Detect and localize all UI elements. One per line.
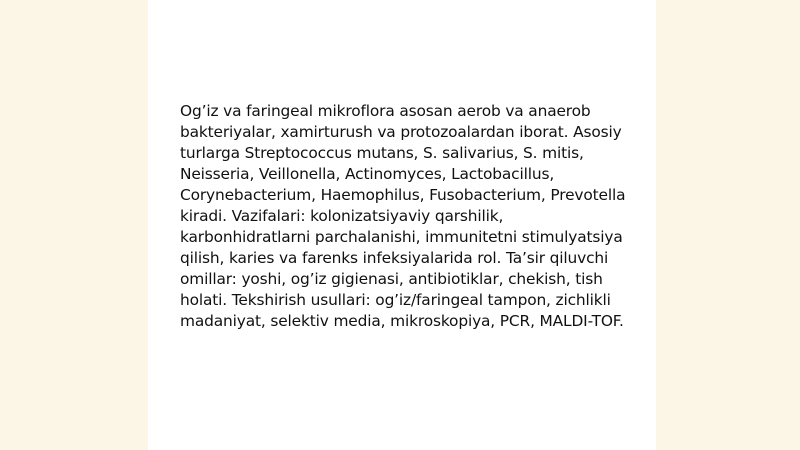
body-paragraph: Og’iz va faringeal mikroflora asosan aerob va anaerob bakteriyalar, xamirturush va protozoalardan iborat. Asosiy turlarga Streptococcus mutans, S. salivarius, S. mitis, Neisseria, Veillonella, Actinomyces, Lactobacillus, Corynebacterium, Haemophilus, Fusobacterium, Prevotella kiradi. Vazifalari: kolonizatsiyaviy qarshilik, karbonhidratlarni parchalanishi, immunitetni stimulyatsiya qilish, karies va farenks infeksiyalarida rol. Ta’sir qiluvchi omillar: yoshi, og’iz gigienasi, antibiotiklar, chekish, tish holati. Tekshirish usullari: og’iz/faringeal tampon, zichlikli madaniyat, selektiv media, mikroskopiya, PCR, MALDI-TOF. bbox=[180, 102, 626, 330]
document-page bbox=[148, 0, 656, 450]
